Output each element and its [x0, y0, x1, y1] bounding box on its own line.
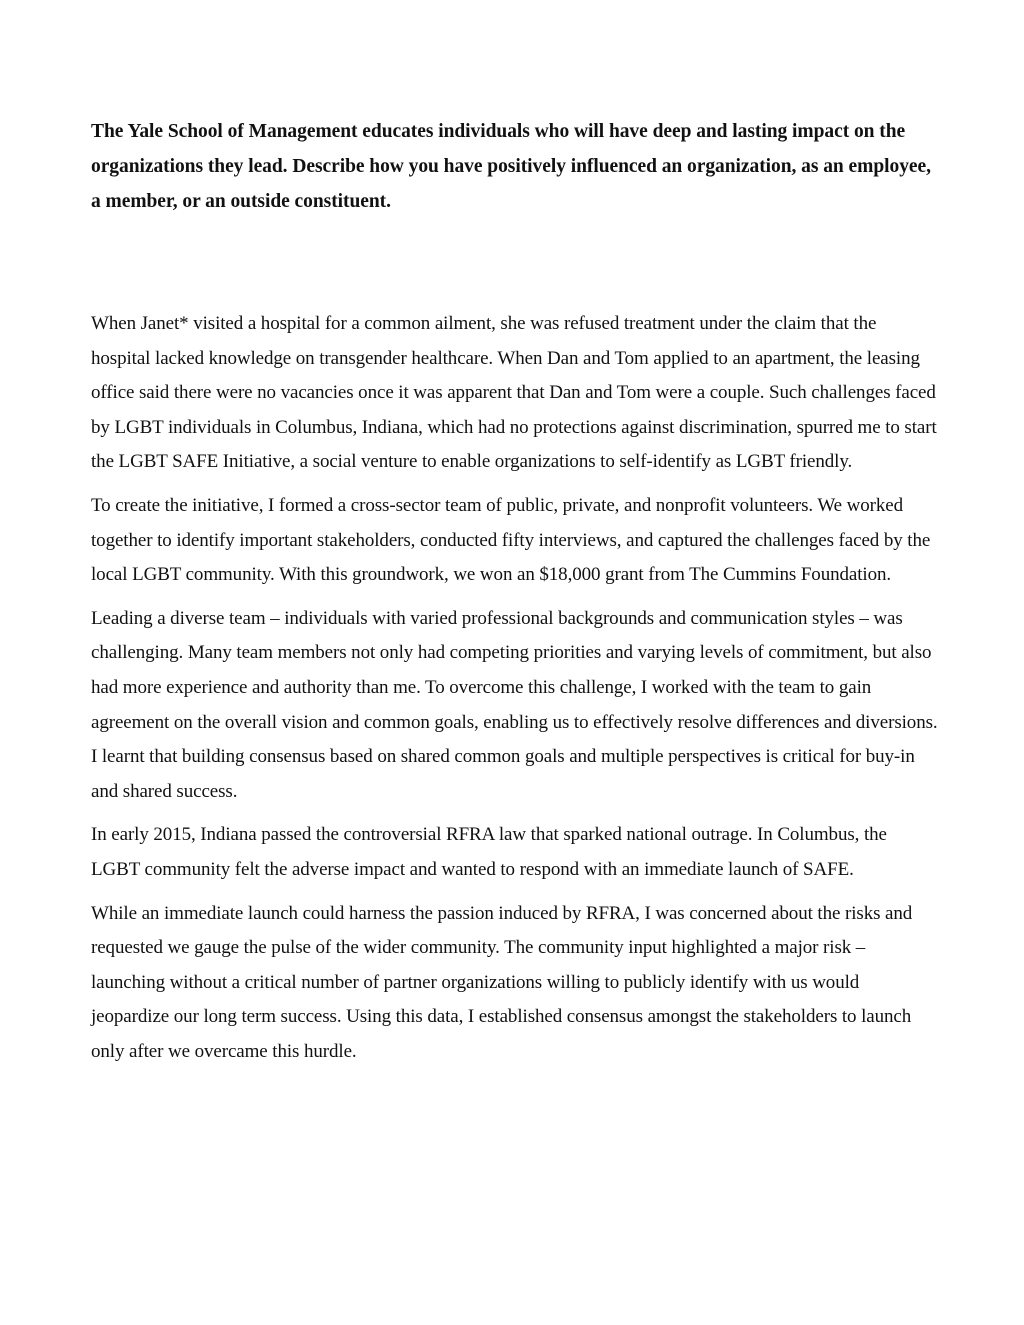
essay-paragraph-1: When Janet* visited a hospital for a common ailment, she was refused treatment under the claim that the hospital lacked knowledge on transgender healthcare. When Dan and Tom applied to an apartment, the leasing office said there were no vacancies once it was apparent that Dan and Tom were a couple. Such challenges faced by LGBT individuals in Columbus, Indiana, which had no protections against discrimination, spurred me to start the LGBT SAFE Initiative, a social venture to enable organizations to self-identify as LGBT friendly.: [91, 313, 937, 473]
essay-paragraph-3: Leading a diverse team – individuals with varied professional backgrounds and communication styles – was challenging. Many team members not only had competing priorities and varying levels of commitment, but also had more experience and authority than me. To overcome this challenge, I worked with the team to gain agreement on the overall vision and common goals, enabling us to effectively resolve differences and diversions. I learnt that building consensus based on shared common goals and multiple perspectives is critical for buy-in and shared success.: [91, 607, 938, 802]
document-body: [91, 114, 939, 1078]
essay-prompt: The Yale School of Management educates individuals who will have deep and lasting impact on the organizations they lead. Describe how you have positively influenced an organization, as an employee, a member, or an outside constituent.: [91, 121, 931, 212]
essay-paragraph-4: In early 2015, Indiana passed the controversial RFRA law that sparked national outrage. In Columbus, the LGBT community felt the adverse impact and wanted to respond with an immediate launch of SAFE.: [91, 824, 887, 880]
essay-paragraph-2: To create the initiative, I formed a cross-sector team of public, private, and nonprofit volunteers. We worked together to identify important stakeholders, conducted fifty interviews, and captured the challenges faced by the local LGBT community. With this groundwork, we won an $18,000 grant from The Cummins Foundation.: [91, 494, 931, 586]
essay-paragraph-5: While an immediate launch could harness the passion induced by RFRA, I was concerned about the risks and requested we gauge the pulse of the wider community. The community input highlighted a major risk – launching without a critical number of partner organizations willing to publicly identify with us would jeopardize our long term success. Using this data, I established consensus amongst the stakeholders to launch only after we overcame this hurdle.: [91, 902, 913, 1062]
